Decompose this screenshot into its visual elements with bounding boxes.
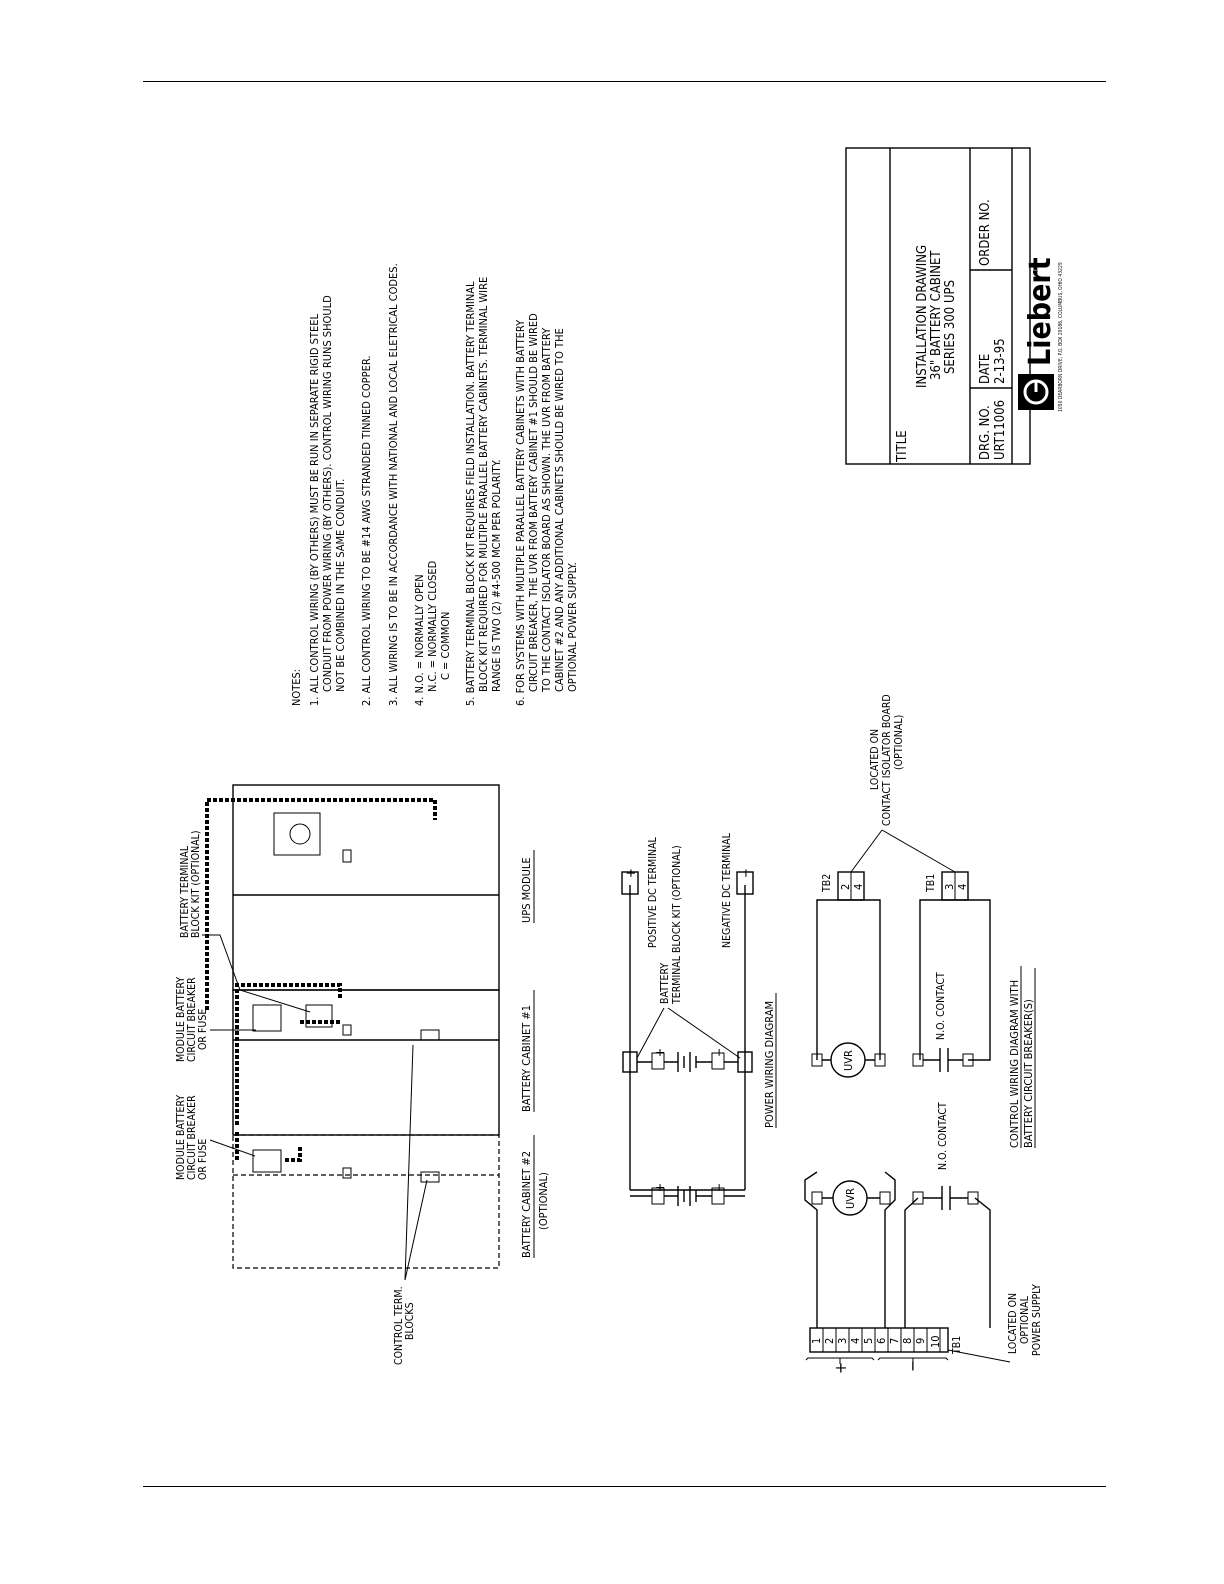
control-caption-1: CONTROL WIRING DIAGRAM WITH [1008, 979, 1021, 1148]
cab2-plus: + [653, 1182, 667, 1192]
title-label: TITLE [895, 430, 910, 462]
contact-2-wiring [905, 1198, 990, 1328]
note-1-line-3: NOT BE COMBINED IN THE SAME CONDUIT. [334, 478, 347, 692]
notes-block [290, 263, 579, 706]
minus-sign: − [903, 1359, 922, 1372]
cabinet-1-breaker [253, 1005, 281, 1031]
btk-label-1: BATTERY TERMINAL [179, 845, 191, 938]
control-wiring-diagram [805, 694, 1043, 1374]
power-supply-label-3: POWER SUPPLY [1031, 1284, 1043, 1356]
tb1-pin-2: 2 [823, 1337, 836, 1344]
tb1-pin-1: 1 [810, 1337, 823, 1344]
mcb2-label-2: CIRCUIT BREAKER [186, 1095, 198, 1180]
title-line-3: SERIES 300 UPS [943, 280, 958, 374]
tb2-label: TB2 [821, 873, 833, 892]
cabinet-2-breaker [253, 1150, 281, 1172]
note-6-line-5: OPTIONAL POWER SUPPLY. [566, 562, 579, 692]
drg-no-label: DRG. NO. [978, 405, 993, 460]
mcb1-label-2: CIRCUIT BREAKER [186, 977, 198, 1062]
cabinet-2-caption: BATTERY CABINET #2 [520, 1150, 533, 1258]
note-5-line-1: 5. BATTERY TERMINAL BLOCK KIT REQUIRES FIELD INSTALLATION. BATTERY TERMINAL [464, 281, 477, 706]
brand-wordmark: Liebert [1023, 257, 1058, 366]
battery-cabinet-2-outline [233, 1135, 499, 1268]
liebert-logo-icon [1018, 374, 1054, 410]
tb1-label: TB1 [951, 1335, 963, 1354]
title-line-1: INSTALLATION DRAWING [915, 244, 930, 388]
isolator-label-1: LOCATED ON [869, 728, 881, 790]
brand-address: 1050 DEARBORN DRIVE, P.O. BOX 29186, COLUMBUS, OHIO 43229 [1058, 262, 1064, 412]
uvr-2-terminal-b [880, 1192, 890, 1204]
terminal-kit-label: TERMINAL BLOCK KIT (OPTIONAL) [671, 845, 683, 1004]
cabinet-2-latch [343, 1168, 351, 1178]
title-block [846, 148, 1064, 464]
negative-dc-label: NEGATIVE DC TERMINAL [721, 833, 733, 948]
cabinet-lineup [175, 785, 550, 1365]
tb2-pin-2: 2 [839, 883, 852, 890]
cabinet-1-caption: BATTERY CABINET #1 [520, 1004, 533, 1112]
note-6-line-3: TO THE CONTACT ISOLATOR BOARD AS SHOWN. THE UVR FROM BATTERY [540, 327, 553, 692]
uvr-1-wiring [817, 900, 880, 1060]
cabinet-1-latch [343, 1025, 351, 1035]
note-6-line-2: CIRCUIT BREAKER, THE UVR FROM BATTERY CABINET #1 SHOULD BE WIRED [527, 313, 540, 692]
battery-label: BATTERY [659, 962, 671, 1004]
mcb2-label-1: MODULE BATTERY [175, 1094, 187, 1180]
cab1-minus: − [712, 1047, 726, 1057]
uvr-2-terminal-a [812, 1192, 822, 1204]
ups-switch-panel [274, 813, 320, 855]
ups-module-outline [233, 785, 499, 990]
note-1-line-1: 1. ALL CONTROL WIRING (BY OTHERS) MUST BE RUN IN SEPARATE RIGID STEEL [308, 314, 321, 706]
drg-no-value: URT11006 [993, 399, 1008, 460]
btk-label-2: BLOCK KIT (OPTIONAL) [190, 830, 202, 938]
control-term-label-2: BLOCKS [404, 1302, 416, 1340]
cabinet-2-control-block [421, 1172, 439, 1182]
uvr-1-label: UVR [842, 1050, 855, 1071]
contact-1-wiring [920, 900, 990, 1060]
cabinet-1-control-block [421, 1030, 439, 1040]
cab2-minus: − [712, 1182, 726, 1192]
power-icon [290, 824, 310, 844]
power-cable-run [237, 985, 340, 1160]
ups-latch [343, 850, 351, 862]
contact-1-terminal-a [913, 1054, 923, 1066]
note-1-line-2: CONDUIT FROM POWER WIRING (BY OTHERS). CONTROL WIRING RUNS SHOULD [321, 295, 334, 692]
contact-2-label: N.O. CONTACT [937, 1102, 949, 1170]
tb2-pin-4: 4 [852, 883, 865, 890]
mcb2-label-3: OR FUSE [197, 1138, 209, 1180]
note-6-line-4: CABINET #2 AND ANY ADDITIONAL CABINETS SHOULD BE WIRED TO THE [553, 328, 566, 692]
neg-symbol: − [739, 868, 754, 878]
date-value: 2-13-95 [993, 338, 1008, 384]
mcb1-label-1: MODULE BATTERY [175, 976, 187, 1062]
cab2-battery-icon [630, 1186, 745, 1206]
control-caption-2: BATTERY CIRCUIT BREAKER(S) [1022, 999, 1035, 1148]
power-wiring-caption: POWER WIRING DIAGRAM [763, 1000, 776, 1128]
tb1-pin-8: 8 [901, 1337, 914, 1344]
ups-caption: UPS MODULE [520, 857, 533, 923]
note-5-line-3: RANGE IS TWO (2) #4-500 MCM PER POLARITY. [490, 459, 503, 692]
positive-dc-label: POSITIVE DC TERMINAL [647, 837, 659, 948]
btk-leader [202, 935, 310, 1012]
control-term-leaders [405, 1045, 427, 1280]
contact-2-terminal-b [968, 1192, 978, 1204]
tb1-pin-6: 6 [875, 1337, 888, 1344]
tb1b-pin-3: 3 [943, 883, 956, 890]
note-4-line-1: 4. N.O. = NORMALLY OPEN [413, 574, 426, 706]
tb1-pin-3: 3 [836, 1337, 849, 1344]
contact-1-label: N.O. CONTACT [935, 972, 947, 1040]
breaker-wiring [285, 1022, 340, 1160]
note-3: 3. ALL WIRING IS TO BE IN ACCORDANCE WITH NATIONAL AND LOCAL ELETRICAL CODES. [387, 263, 400, 706]
pos-symbol: + [624, 868, 639, 878]
note-6-line-1: 6. FOR SYSTEMS WITH MULTIPLE PARALLEL BATTERY CABINETS WITH BATTERY [514, 319, 527, 706]
battery-cabinet-1-outline [233, 990, 499, 1135]
cab1-plus: + [653, 1047, 667, 1057]
tb1-pin-9: 9 [914, 1337, 927, 1344]
control-term-label-1: CONTROL TERM. [393, 1286, 405, 1365]
contact-1-symbol [923, 1048, 963, 1072]
note-5-line-2: BLOCK KIT REQUIRED FOR MULTIPLE PARALLEL BATTERY CABINETS. TERMINAL WIRE [477, 276, 490, 692]
power-wiring-diagram [622, 832, 776, 1206]
power-supply-leader [948, 1350, 1010, 1362]
mcb1-label-3: OR FUSE [197, 1008, 209, 1050]
isolator-label-3: (OPTIONAL) [893, 714, 905, 770]
plus-sign: + [831, 1361, 850, 1374]
title-line-2: 36" BATTERY CABINET [929, 250, 944, 380]
tb1-pin-5: 5 [862, 1337, 875, 1344]
note-4-line-2: N.C. = NORMALLY CLOSED [426, 560, 439, 692]
power-supply-label-1: LOCATED ON [1007, 1292, 1019, 1354]
power-supply-label-2: OPTIONAL [1019, 1296, 1031, 1344]
isolator-board-leaders [851, 830, 955, 872]
notes-heading: NOTES: [290, 668, 303, 706]
contact-2-symbol [923, 1186, 968, 1210]
isolator-label-2: CONTACT ISOLATOR BOARD [881, 694, 893, 826]
cabinet-2-optional: (OPTIONAL) [537, 1172, 550, 1230]
note-4-line-3: C = COMMON [439, 611, 452, 680]
tb1b-pin-4: 4 [956, 883, 969, 890]
tb1b-label: TB1 [925, 873, 937, 892]
order-no-label: ORDER NO. [978, 199, 993, 266]
tb1-pin-7: 7 [888, 1337, 901, 1344]
ups-cable-run [207, 800, 435, 1010]
tb1-pin-4: 4 [849, 1337, 862, 1344]
note-2: 2. ALL CONTROL WIRING TO BE #14 AWG STRANDED TINNED COPPER. [360, 355, 373, 706]
uvr-2-label: UVR [844, 1188, 857, 1209]
tb1-pin-10: 10 [929, 1335, 942, 1348]
date-label: DATE [978, 353, 993, 384]
